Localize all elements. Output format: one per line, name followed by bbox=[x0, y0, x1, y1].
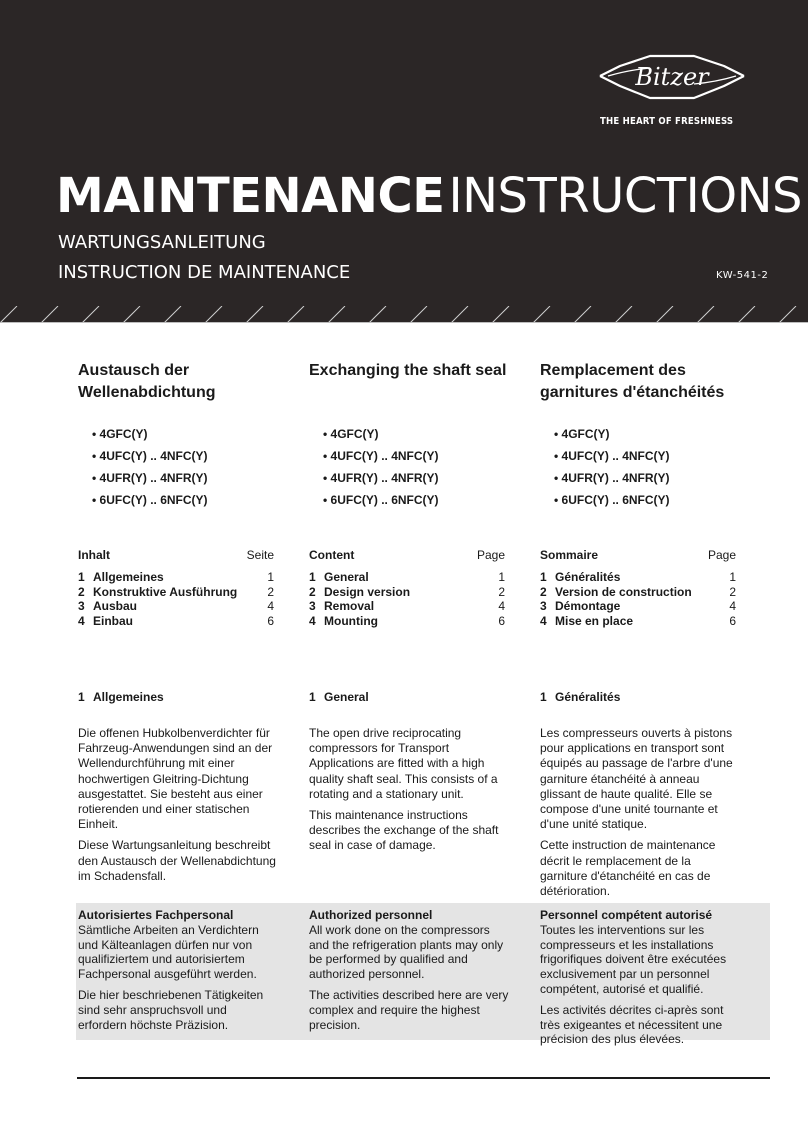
paragraph: Die hier beschriebenen Tätigkeiten sind sehr anspruchsvoll und erfordern höchste Präzision. bbox=[78, 987, 264, 1032]
column-german bbox=[78, 360, 278, 883]
document-number: KW-541-2 bbox=[716, 270, 769, 281]
model-list bbox=[92, 423, 208, 511]
toc-row: 2 Design version 2 bbox=[309, 584, 505, 599]
list-item: • 4UFC(Y) .. 4NFC(Y) bbox=[92, 449, 208, 463]
column-title: Austausch der Wellenabdichtung bbox=[78, 362, 216, 401]
title-light: INSTRUCTIONS bbox=[448, 168, 802, 224]
toc-row: 1 Allgemeines 1 bbox=[78, 570, 274, 584]
section-heading: 1 General bbox=[309, 690, 369, 704]
paragraph: The activities described here are very complex and require the highest precision. bbox=[309, 987, 509, 1032]
paragraph: Les compresseurs ouverts à pistons pour applications en transport sont équipés au passage de l'arbre d'une garniture étanchéité à anneau glissant de haute qualité. Elle se compose d'une unité tournante et d'une unité statique. bbox=[540, 726, 733, 832]
auth-heading: Authorized personnel bbox=[309, 908, 433, 922]
paragraph: This maintenance instructions describes the exchange of the shaft seal in case of damage. bbox=[309, 808, 499, 853]
authorized-personnel-german bbox=[78, 908, 278, 1038]
list-item: • 6UFC(Y) .. 6NFC(Y) bbox=[92, 493, 208, 507]
toc-row: 4 Mounting 6 bbox=[309, 613, 505, 628]
subtitle-french: INSTRUCTION DE MAINTENANCE bbox=[58, 262, 351, 283]
table-of-contents bbox=[540, 548, 736, 628]
paragraph: Die offenen Hubkolbenverdichter für Fahrzeug-Anwendungen sind an der Wellendurchführung mit einer hochwertigen Gleitring-Dichtung ausgestattet. Sie besteht aus einer rotierenden und einer statischen Einheit. bbox=[78, 726, 273, 832]
list-item: • 4UFR(Y) .. 4NFR(Y) bbox=[554, 471, 670, 485]
section-body bbox=[78, 726, 278, 890]
header-banner bbox=[0, 0, 808, 323]
paragraph: Toutes les interventions sur les compresseurs et les installations frigorifiques doivent être exécutées exclusivement par un personnel compétent, autorisé et qualifié. bbox=[540, 922, 727, 996]
column-title: Remplacement des garnitures d'étanchéités bbox=[540, 362, 725, 401]
toc-row: 3 Démontage 4 bbox=[540, 599, 736, 614]
toc-row: 3 Ausbau 4 bbox=[78, 599, 274, 614]
toc-row: 1 Généralités 1 bbox=[540, 570, 736, 584]
toc-row: 4 Einbau 6 bbox=[78, 613, 274, 628]
model-list bbox=[554, 423, 670, 511]
paragraph: Diese Wartungsanleitung beschreibt den Austausch der Wellenabdichtung im Schadensfall. bbox=[78, 838, 276, 883]
toc-row: 2 Version de construction 2 bbox=[540, 584, 736, 599]
bitzer-logo bbox=[598, 48, 746, 106]
toc-heading: Inhalt bbox=[78, 548, 110, 562]
title-bold: MAINTENANCE bbox=[56, 168, 445, 224]
toc-page-label: Page bbox=[476, 548, 505, 562]
bottom-divider bbox=[77, 1077, 770, 1079]
tagline: THE HEART OF FRESHNESS bbox=[600, 116, 734, 127]
list-item: • 4GFC(Y) bbox=[554, 427, 610, 441]
paragraph: All work done on the compressors and the refrigeration plants may only be performed by qualified and authorized personnel. bbox=[309, 922, 504, 982]
section-heading: 1 Allgemeines bbox=[78, 690, 164, 704]
toc-row: 3 Removal 4 bbox=[309, 599, 505, 614]
section-body bbox=[309, 726, 509, 860]
logo-text: Bitzer bbox=[635, 63, 709, 91]
toc-row: 4 Mise en place 6 bbox=[540, 613, 736, 628]
list-item: • 4UFC(Y) .. 4NFC(Y) bbox=[554, 449, 670, 463]
paragraph: Cette instruction de maintenance décrit le remplacement de la garniture d'étanchéité en cas de détérioration. bbox=[540, 838, 716, 899]
list-item: • 6UFC(Y) .. 6NFC(Y) bbox=[323, 493, 439, 507]
toc-heading: Content bbox=[309, 548, 355, 562]
column-title: Exchanging the shaft seal bbox=[309, 362, 507, 379]
toc-row: 2 Konstruktive Ausführung 2 bbox=[78, 584, 274, 599]
list-item: • 6UFC(Y) .. 6NFC(Y) bbox=[554, 493, 670, 507]
section-body bbox=[540, 726, 740, 905]
auth-heading: Autorisiertes Fachpersonal bbox=[78, 908, 234, 922]
table-of-contents bbox=[78, 548, 274, 628]
list-item: • 4UFR(Y) .. 4NFR(Y) bbox=[323, 471, 439, 485]
column-french bbox=[540, 360, 740, 899]
table-of-contents bbox=[309, 548, 505, 628]
toc-heading: Sommaire bbox=[540, 548, 599, 562]
stripe-band bbox=[0, 306, 808, 323]
toc-row: 1 General 1 bbox=[309, 570, 505, 584]
column-english bbox=[309, 360, 509, 853]
list-item: • 4GFC(Y) bbox=[323, 427, 379, 441]
list-item: • 4UFC(Y) .. 4NFC(Y) bbox=[323, 449, 439, 463]
subtitle-german: WARTUNGSANLEITUNG bbox=[58, 232, 266, 253]
list-item: • 4GFC(Y) bbox=[92, 427, 148, 441]
auth-heading: Personnel compétent autorisé bbox=[540, 908, 713, 922]
authorized-personnel-english bbox=[309, 908, 509, 1038]
page-title bbox=[56, 166, 802, 226]
toc-page-label: Page bbox=[707, 548, 736, 562]
paragraph: Les activités décrites ci-après sont très exigeantes et nécessitent une précision des plus élevées. bbox=[540, 1002, 724, 1047]
paragraph: Sämtliche Arbeiten an Verdichtern und Kälteanlagen dürfen nur von qualifiziertem und autorisiertem Fachpersonal ausgeführt werden. bbox=[78, 922, 259, 982]
toc-page-label: Seite bbox=[246, 548, 274, 562]
section-heading: 1 Généralités bbox=[540, 690, 621, 704]
authorized-personnel-french bbox=[540, 908, 740, 1053]
list-item: • 4UFR(Y) .. 4NFR(Y) bbox=[92, 471, 208, 485]
model-list bbox=[323, 423, 439, 511]
paragraph: The open drive reciprocating compressors for Transport Applications are fitted with a high quality shaft seal. This consists of a rotating and a stationary unit. bbox=[309, 726, 498, 801]
